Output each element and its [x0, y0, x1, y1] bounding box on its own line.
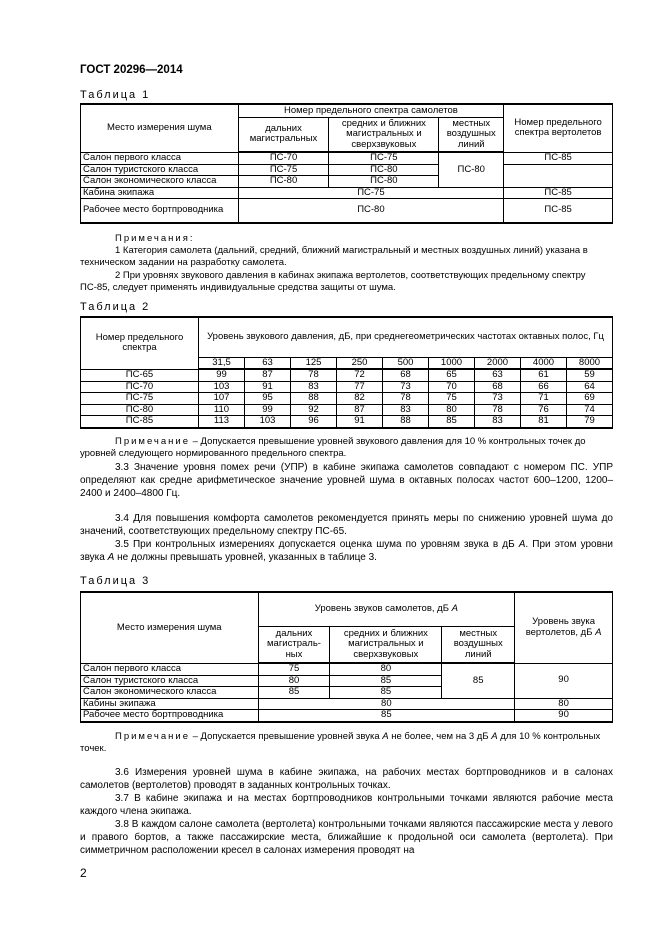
table-row: ПС-85 113 103 96 91 88 85 83 81 79	[81, 416, 613, 428]
note3: Примечание – Допускается превышение уровней звука А не более, чем на 3 дБ А для 10 % контрольных точек.	[80, 731, 601, 754]
table-row: Кабина экипажа ПС-75 ПС-85	[81, 187, 613, 199]
table2-header-spectrum: Номер предельного спектра	[81, 317, 199, 369]
paragraph-3-7: 3.7 В кабине экипажа и на местах бортпроводников контрольными точками являются рабочие места каждого члена экипажа.	[80, 793, 613, 818]
table3-header-heli: Уровень звука вертолетов, дБ А	[515, 592, 613, 663]
table2-freq-3: 250	[337, 357, 383, 369]
paragraph-3-3: 3.3 Значение уровня помех речи (УПР) в кабине экипажа самолетов совпадают с номером ПС. УПР определяют как средне арифметическое значение уровней шума в октавных полосах частот 600–1200, 1200–2400 и 2400–4800 Гц.	[80, 462, 613, 500]
table1-caption: Таблица 1	[80, 89, 151, 101]
table-row: Кабины экипажа 80 80	[81, 698, 613, 710]
table3-caption: Таблица 3	[80, 575, 151, 587]
table2-freq-0: 31,5	[199, 357, 245, 369]
paragraph-3-5: 3.5 При контрольных измерениях допускается оценка шума по уровням звука в дБ А. При этом уровни звука А не должны превышать уровней, указанных в таблице 3.	[80, 539, 613, 564]
table2-freq-2: 125	[291, 357, 337, 369]
table-row: Салон экономического класса 85 85	[81, 687, 613, 699]
table-row: Салон первого класса ПС-70 ПС-75 ПС-80 ПС-85	[81, 152, 613, 164]
document-header: ГОСТ 20296—2014	[80, 64, 183, 76]
table2-freq-8: 8000	[567, 357, 613, 369]
table-row: ПС-65 99 87 78 72 68 65 63 61 59	[81, 369, 613, 381]
table2-freq-6: 2000	[475, 357, 521, 369]
notes1-title: Примечания:	[115, 233, 195, 244]
notes1-item-1: 1 Категория самолета (дальний, средний, ближний магистральный и местных воздушных линий) указана в техническом задании на разработку самолета.	[80, 245, 588, 268]
paragraph-3-6: 3.6 Измерения уровней шума в кабине экипажа, на рабочих местах бортпроводников и в салонах самолетов (вертолетов) проводят в заданных контрольных точках.	[80, 767, 613, 792]
table-row: Салон экономического класса ПС-80 ПС-80	[81, 176, 613, 188]
table2-header-level: Уровень звукового давления, дБ, при среднегеометрических частотах октавных полос, Гц	[199, 317, 613, 357]
table1-header-place: Место измерения шума	[81, 104, 239, 152]
table2-caption: Таблица 2	[80, 301, 151, 313]
table2-freq-5: 1000	[429, 357, 475, 369]
table1-header-local: местных воздушных линий	[439, 117, 504, 152]
paragraph-3-8: 3.8 В каждом салоне самолета (вертолета) контрольными точками являются пассажирские места у левого и правого бортов, а также пассажирские места, ближайшие к продольной оси самолета (вертолета). При симметричном расположении кресел в салонах измерения проводят на	[80, 819, 613, 857]
table3	[80, 591, 613, 723]
note2	[80, 436, 613, 460]
table-row: Салон первого класса 75 80 85 90	[81, 663, 613, 675]
table-row: Рабочее место бортпроводника 85 90	[81, 710, 613, 722]
page-number: 2	[80, 866, 87, 880]
notes1-item-2: 2 При уровнях звукового давления в кабинах экипажа вертолетов, соответствующих предельному спектру ПС-85, следует применять индивидуальные средства защиты от шума.	[80, 270, 586, 293]
table3-header-medium: средних и ближних магистральных и сверхзвуковых	[330, 626, 442, 663]
table-row: ПС-80 110 99 92 87 83 80 78 76 74	[81, 404, 613, 416]
table1-header-aircraft: Номер предельного спектра самолетов	[238, 104, 504, 117]
table-row: Салон туристского класса ПС-75 ПС-80	[81, 164, 613, 176]
table3-header-place: Место измерения шума	[81, 592, 259, 663]
table3-header-local: местных воздушных линий	[442, 626, 515, 663]
table3-header-aircraft: Уровень звуков самолетов, дБ А	[258, 592, 515, 626]
table-row: Салон туристского класса 80 85	[81, 675, 613, 687]
table2-freq-4: 500	[383, 357, 429, 369]
table-row: Рабочее место бортпроводника ПС-80 ПС-85	[81, 199, 613, 223]
table2-freq-7: 4000	[521, 357, 567, 369]
table2	[80, 316, 613, 429]
table1-header-heli: Номер предельного спектра вертолетов	[504, 104, 613, 152]
note3-label: Примечание	[115, 731, 190, 742]
note2-label: Примечание	[115, 436, 190, 447]
table-row: ПС-75 107 95 88 82 78 75 73 71 69	[81, 393, 613, 405]
table1	[80, 103, 613, 224]
table-row: ПС-70 103 91 83 77 73 70 68 66 64	[81, 381, 613, 393]
table1-header-long: дальних магистральных	[238, 117, 329, 152]
table1-header-medium: средних и ближних магистральных и сверхзвуковых	[329, 117, 439, 152]
table2-freq-1: 63	[245, 357, 291, 369]
paragraph-3-4: 3.4 Для повышения комфорта самолетов рекомендуется принять меры по снижению уровней шума до значений, соответствующих предельному спектру ПС-65.	[80, 513, 613, 538]
note2-text: – Допускается превышение уровней звукового давления для 10 % контрольных точек до уровней следующего нормированного предельного спектра.	[80, 436, 586, 459]
table3-header-long: дальних магистраль-ных	[258, 626, 330, 663]
